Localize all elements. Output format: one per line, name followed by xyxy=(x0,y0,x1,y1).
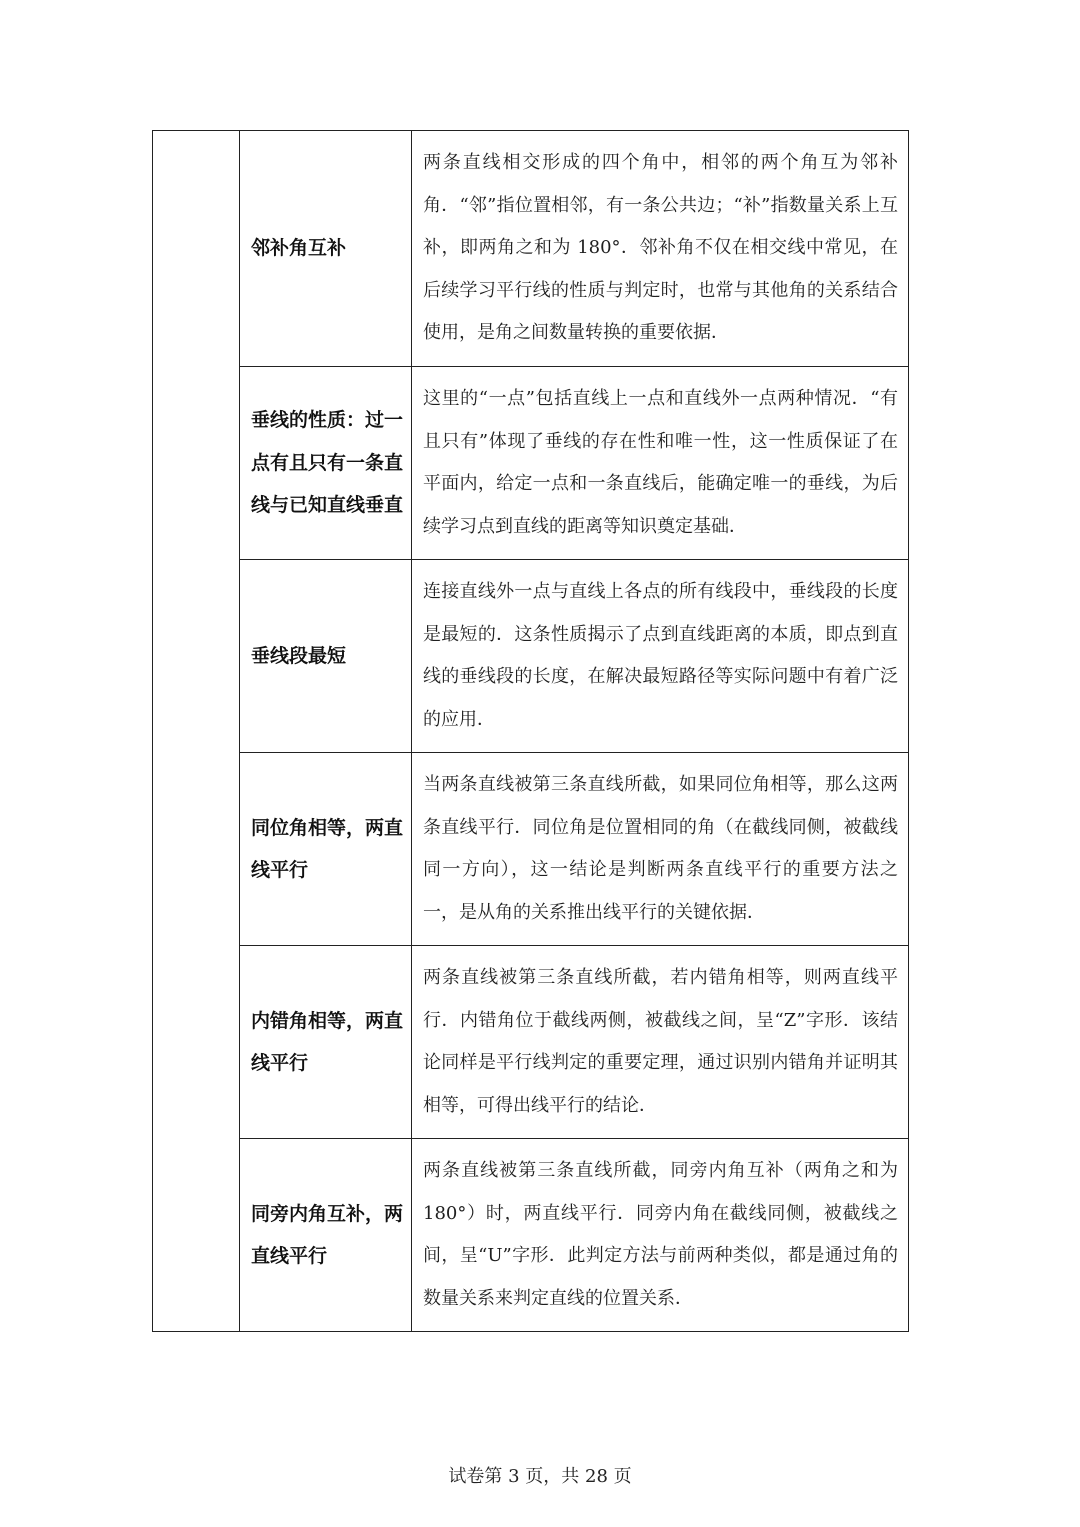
description-cell: 两条直线被第三条直线所截，若内错角相等，则两直线平行．内错角位于截线两侧，被截线之间，呈“Z”字形．该结论同样是平行线判定的重要定理，通过识别内错角并证明其相等，可得出线平行的结论． xyxy=(412,946,909,1139)
term-cell: 内错角相等，两直线平行 xyxy=(240,946,412,1139)
description-cell: 当两条直线被第三条直线所截，如果同位角相等，那么这两条直线平行．同位角是位置相同的角（在截线同侧，被截线同一方向），这一结论是判断两条直线平行的重要方法之一，是从角的关系推出线平行的关键依据． xyxy=(412,753,909,946)
table-row xyxy=(153,946,909,1139)
term-cell: 邻补角互补 xyxy=(240,131,412,367)
table-row xyxy=(153,1139,909,1332)
term-cell: 同位角相等，两直线平行 xyxy=(240,753,412,946)
knowledge-table xyxy=(152,130,909,1332)
description-cell: 这里的“一点”包括直线上一点和直线外一点两种情况．“有且只有”体现了垂线的存在性和唯一性，这一性质保证了在平面内，给定一点和一条直线后，能确定唯一的垂线，为后续学习点到直线的距离等知识奠定基础． xyxy=(412,367,909,560)
term-cell: 垂线的性质：过一点有且只有一条直线与已知直线垂直 xyxy=(240,367,412,560)
description-cell: 两条直线相交形成的四个角中，相邻的两个角互为邻补角．“邻”指位置相邻，有一条公共边；“补”指数量关系上互补，即两角之和为 180°．邻补角不仅在相交线中常见，在后续学习平行线的性质与判定时，也常与其他角的关系结合使用，是角之间数量转换的重要依据． xyxy=(412,131,909,367)
description-cell: 两条直线被第三条直线所截，同旁内角互补（两角之和为 180°）时，两直线平行．同旁内角在截线同侧，被截线之间，呈“U”字形．此判定方法与前两种类似，都是通过角的数量关系来判定直线的位置关系． xyxy=(412,1139,909,1332)
table-row xyxy=(153,367,909,560)
term-cell: 垂线段最短 xyxy=(240,560,412,753)
table-row xyxy=(153,753,909,946)
term-cell: 同旁内角互补，两直线平行 xyxy=(240,1139,412,1332)
table-row xyxy=(153,560,909,753)
table-row xyxy=(153,131,909,367)
description-cell: 连接直线外一点与直线上各点的所有线段中，垂线段的长度是最短的．这条性质揭示了点到直线距离的本质，即点到直线的垂线段的长度，在解决最短路径等实际问题中有着广泛的应用． xyxy=(412,560,909,753)
merged-category-cell xyxy=(153,131,240,1332)
page-footer: 试卷第 3 页，共 28 页 xyxy=(448,1466,632,1487)
